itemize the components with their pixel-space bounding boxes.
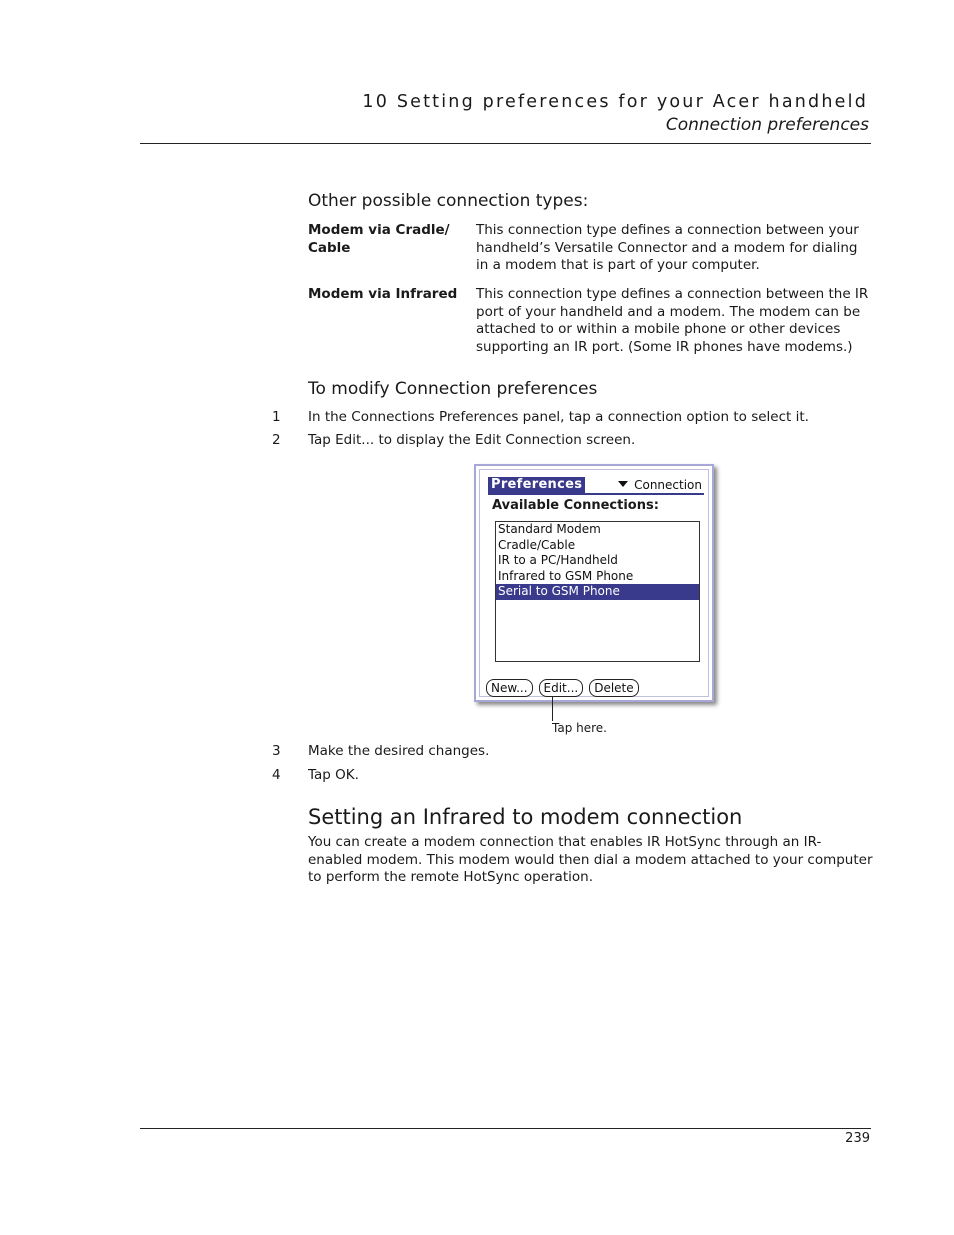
category-dropdown[interactable] (618, 477, 702, 493)
callout-label: Tap here. (552, 721, 607, 735)
step-text: Make the desired changes. (308, 743, 490, 759)
category-label: Connection (634, 478, 702, 492)
step-number: 4 (272, 767, 281, 783)
step-text: Tap Edit... to display the Edit Connection screen. (308, 432, 636, 448)
step-text: Tap OK. (308, 767, 359, 783)
step-number: 3 (272, 743, 281, 759)
palm-screen (479, 469, 709, 697)
chapter-title: 10 Setting preferences for your Acer handheld (362, 92, 868, 112)
available-connections-label: Available Connections: (492, 498, 659, 513)
page-number: 239 (845, 1131, 870, 1146)
palm-screenshot (474, 464, 714, 702)
section-title: Connection preferences (665, 115, 869, 135)
preferences-tab: Preferences (488, 477, 585, 493)
list-item[interactable]: Standard Modem (498, 522, 601, 536)
dropdown-triangle-icon (618, 481, 628, 487)
edit-button[interactable]: Edit... (539, 679, 584, 697)
callout-line (552, 697, 553, 721)
delete-button[interactable]: Delete (589, 679, 638, 697)
modify-heading: To modify Connection preferences (308, 379, 598, 399)
tab-underline (488, 493, 704, 495)
list-item[interactable]: IR to a PC/Handheld (498, 553, 618, 567)
new-button[interactable]: New... (486, 679, 533, 697)
infrared-section-heading: Setting an Infrared to modem connection (308, 805, 743, 829)
list-item-selected[interactable]: Serial to GSM Phone (496, 584, 699, 600)
connections-list (495, 521, 700, 662)
footer-rule (140, 1128, 871, 1129)
term-modem-infrared: Modem via Infrared (308, 286, 458, 302)
button-row (486, 679, 645, 697)
other-types-heading: Other possible connection types: (308, 191, 589, 211)
term-modem-cradle: Modem via Cradle/ Cable (308, 222, 450, 256)
desc-modem-cradle: This connection type defines a connection between your handheld’s Versatile Connector and a modem for dialing in a modem that is part of your computer. (476, 222, 859, 273)
infrared-section-body: You can create a modem connection that enables IR HotSync through an IR-enabled modem. This modem would then dial a modem attached to your computer to perform the remote HotSync operation. (308, 834, 873, 885)
step-number: 2 (272, 432, 281, 448)
list-item[interactable]: Cradle/Cable (498, 537, 576, 552)
desc-modem-infrared: This connection type defines a connection between the IR port of your handheld and a modem. The modem can be attached to or within a mobile phone or other devices supporting an IR port. (Some IR phones have modems.) (476, 286, 869, 355)
list-item[interactable]: Infrared to GSM Phone (498, 568, 634, 583)
step-number: 1 (272, 409, 281, 425)
header-rule (140, 143, 871, 144)
step-text: In the Connections Preferences panel, tap a connection option to select it. (308, 409, 809, 425)
